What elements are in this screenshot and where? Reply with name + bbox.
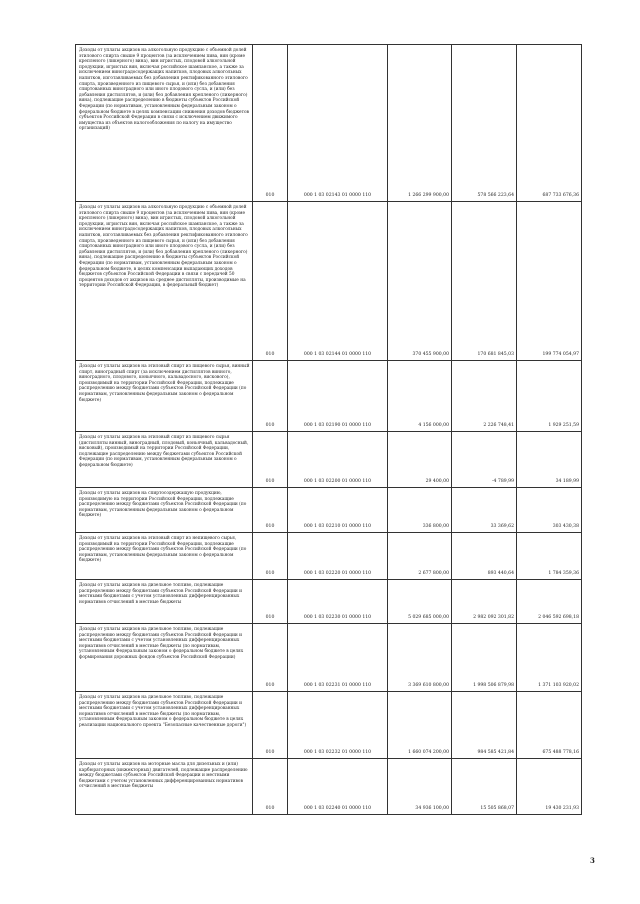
row-approved: 2 677 800,00 — [388, 533, 452, 580]
row-description: Доходы от уплаты акцизов на дизельное топливо, подлежащие распределению между бюджетами субъектов Российской Федерации и местными бюджетами с учетом установленных дифференцированных нормативов отчислений в местные бюджеты (по нормативам, установленным Федеральным законом о федеральном бюджете в целях реализации национального проекта "Безопасные качественные дороги") — [76, 692, 253, 759]
row-remaining: 34 189,99 — [517, 432, 582, 488]
row-description: Доходы от уплаты акцизов на алкогольную продукцию с объемной долей этилового спирта свыше 9 процентов (за исключением пива, вин (кроме крепленого (ликерного) вина), вин игристых, плодовой алкогольной продукции, игристых вин, включая российское шампанское, а также за исключением виноградосодержащих напитков, плодовых алкогольных напитков, изготавливаемых без добавления ректификованного этилового спирта, произведенного из пищевого сырья, и (или) без добавления спиртованных виноградного или иного плодового сусла, и (или) без добавления дистиллятов, и (или) без добавления крепленого (ликерного) вина), подлежащие распределению в бюджеты субъектов Российской Федерации (по нормативам, установленным федеральным законом о федеральном бюджете, в целях компенсации выпадающих доходов бюджетов субъектов Российской Федерации в связи с передачей 50 процентов доходов от акцизов на среднее дистилляты, производимые на территории Российской Федерации, в федеральный бюджет) — [76, 202, 253, 361]
row-description: Доходы от уплаты акцизов на алкогольную продукцию с объемной долей этилового спирта свыше 9 процентов (за исключением пива, вин (кроме крепленого (ликерного) вина), вин игристых, плодовой алкогольной продукции, игристых вин, включая российское шампанское, а также за исключением виноградосодержащих напитков, плодовых алкогольных напитков, изготавливаемых без добавления ректификованного этилового спирта, произведенного из пищевого сырья, и (или) без добавления спиртованных виноградного или иного плодового сусла, и (или) без добавления дистиллятов, и (или) без добавления крепленого (ликерного) вина), подлежащие распределению в бюджеты субъектов Российской Федерации (по нормативам, установленным федеральным законом о федеральном бюджете в целях компенсации снижения доходов бюджетов субъектов Российской Федерации в связи с исключением движимого имущества из объектов налогообложения по налогу на имущество организаций) — [76, 45, 253, 202]
row-executed: 578 566 223,64 — [452, 45, 517, 202]
row-line-code: 010 — [253, 432, 288, 488]
row-description: Доходы от уплаты акцизов на этиловый спирт из непищевого сырья, производимый на территории Российской Федерации, подлежащие распределению между бюджетами субъектов Российской Федерации (по нормативам, установленным федеральным законом о федеральном бюджете) — [76, 533, 253, 580]
row-approved: 4 156 000,00 — [388, 361, 452, 432]
row-line-code: 010 — [253, 624, 288, 692]
row-budget-code: 000 1 03 02144 01 0000 110 — [288, 202, 388, 361]
row-line-code: 010 — [253, 361, 288, 432]
row-line-code: 010 — [253, 692, 288, 759]
table-row — [76, 580, 582, 624]
row-executed: -4 789,99 — [452, 432, 517, 488]
row-approved: 34 936 100,00 — [388, 759, 452, 815]
row-description: Доходы от уплаты акцизов на этиловый спирт из пищевого сырья (дистилляты винный, виноградный, плодовый, коньячный, кальвадосный, висковый), производимый на территории Российской Федерации, подлежащие распределению между бюджетами субъектов Российской Федерации (по нормативам, установленным федеральным законом о федеральном бюджете) — [76, 432, 253, 488]
row-remaining: 2 046 592 698,18 — [517, 580, 582, 624]
table-row — [76, 692, 582, 759]
row-approved: 1 266 299 900,00 — [388, 45, 452, 202]
row-executed: 15 505 868,07 — [452, 759, 517, 815]
row-remaining: 1 784 359,36 — [517, 533, 582, 580]
row-remaining: 303 430,38 — [517, 488, 582, 533]
row-executed: 984 585 421,84 — [452, 692, 517, 759]
row-line-code: 010 — [253, 202, 288, 361]
table-row — [76, 432, 582, 488]
row-line-code: 010 — [253, 580, 288, 624]
row-budget-code: 000 1 03 02190 01 0000 110 — [288, 361, 388, 432]
row-line-code: 010 — [253, 533, 288, 580]
row-description: Доходы от уплаты акцизов на этиловый спирт из пищевого сырья, винный спирт, виноградный спирт (за исключением дистиллятов винного, виноградного, плодового, коньячного, кальвадосного, вискового), производимый на территории Российской Федерации, подлежащие распределению между бюджетами субъектов Российской Федерации (по нормативам, установленным федеральным законом о федеральном бюджете) — [76, 361, 253, 432]
row-remaining: 19 430 231,93 — [517, 759, 582, 815]
row-budget-code: 000 1 03 02240 01 0000 110 — [288, 759, 388, 815]
row-budget-code: 000 1 03 02230 01 0000 110 — [288, 580, 388, 624]
row-executed: 170 681 845,03 — [452, 202, 517, 361]
table-row — [76, 361, 582, 432]
row-budget-code: 000 1 03 02232 01 0000 110 — [288, 692, 388, 759]
row-approved: 336 800,00 — [388, 488, 452, 533]
row-executed: 33 369,62 — [452, 488, 517, 533]
row-budget-code: 000 1 03 02143 01 0000 110 — [288, 45, 388, 202]
row-executed: 2 226 748,41 — [452, 361, 517, 432]
row-budget-code: 000 1 03 02200 01 0000 110 — [288, 432, 388, 488]
table-row — [76, 759, 582, 815]
table-row — [76, 45, 582, 202]
row-executed: 893 440,64 — [452, 533, 517, 580]
row-remaining: 687 733 676,36 — [517, 45, 582, 202]
table-row — [76, 202, 582, 361]
income-report-table — [75, 44, 582, 815]
row-executed: 1 998 506 879,98 — [452, 624, 517, 692]
row-budget-code: 000 1 03 02210 01 0000 110 — [288, 488, 388, 533]
row-remaining: 1 929 251,59 — [517, 361, 582, 432]
row-budget-code: 000 1 03 02220 01 0000 110 — [288, 533, 388, 580]
row-budget-code: 000 1 03 02231 01 0000 110 — [288, 624, 388, 692]
row-executed: 2 982 092 301,82 — [452, 580, 517, 624]
row-approved: 370 455 900,00 — [388, 202, 452, 361]
row-line-code: 010 — [253, 759, 288, 815]
row-remaining: 199 774 054,97 — [517, 202, 582, 361]
row-approved: 29 400,00 — [388, 432, 452, 488]
page-number: 3 — [590, 856, 595, 865]
row-description: Доходы от уплаты акцизов на моторные масла для дизельных и (или) карбюраторных (инжекторных) двигателей, подлежащие распределению между бюджетами субъектов Российской Федерации и местными бюджетами с учетом установленных дифференцированных нормативов отчислений в местные бюджеты — [76, 759, 253, 815]
table-row — [76, 624, 582, 692]
row-approved: 1 660 074 200,00 — [388, 692, 452, 759]
row-approved: 3 369 610 800,00 — [388, 624, 452, 692]
row-line-code: 010 — [253, 488, 288, 533]
row-approved: 5 029 685 000,00 — [388, 580, 452, 624]
row-line-code: 010 — [253, 45, 288, 202]
row-description: Доходы от уплаты акцизов на дизельное топливо, подлежащие распределению между бюджетами субъектов Российской Федерации и местными бюджетами с учетом установленных дифференцированных нормативов отчислений в местные бюджеты (по нормативам, установленным Федеральным законом о федеральном бюджете в целях формирования дорожных фондов субъектов Российской Федерации) — [76, 624, 253, 692]
row-remaining: 675 488 778,16 — [517, 692, 582, 759]
table-row — [76, 533, 582, 580]
table-row — [76, 488, 582, 533]
row-description: Доходы от уплаты акцизов на спиртосодержащую продукцию, производимую на территории Российской Федерации, подлежащие распределению между бюджетами субъектов Российской Федерации (по нормативам, установленным федеральным законом о федеральном бюджете) — [76, 488, 253, 533]
row-remaining: 1 371 103 920,02 — [517, 624, 582, 692]
row-description: Доходы от уплаты акцизов на дизельное топливо, подлежащие распределению между бюджетами субъектов Российской Федерации и местными бюджетами с учетом установленных дифференцированных нормативов отчислений в местные бюджеты — [76, 580, 253, 624]
